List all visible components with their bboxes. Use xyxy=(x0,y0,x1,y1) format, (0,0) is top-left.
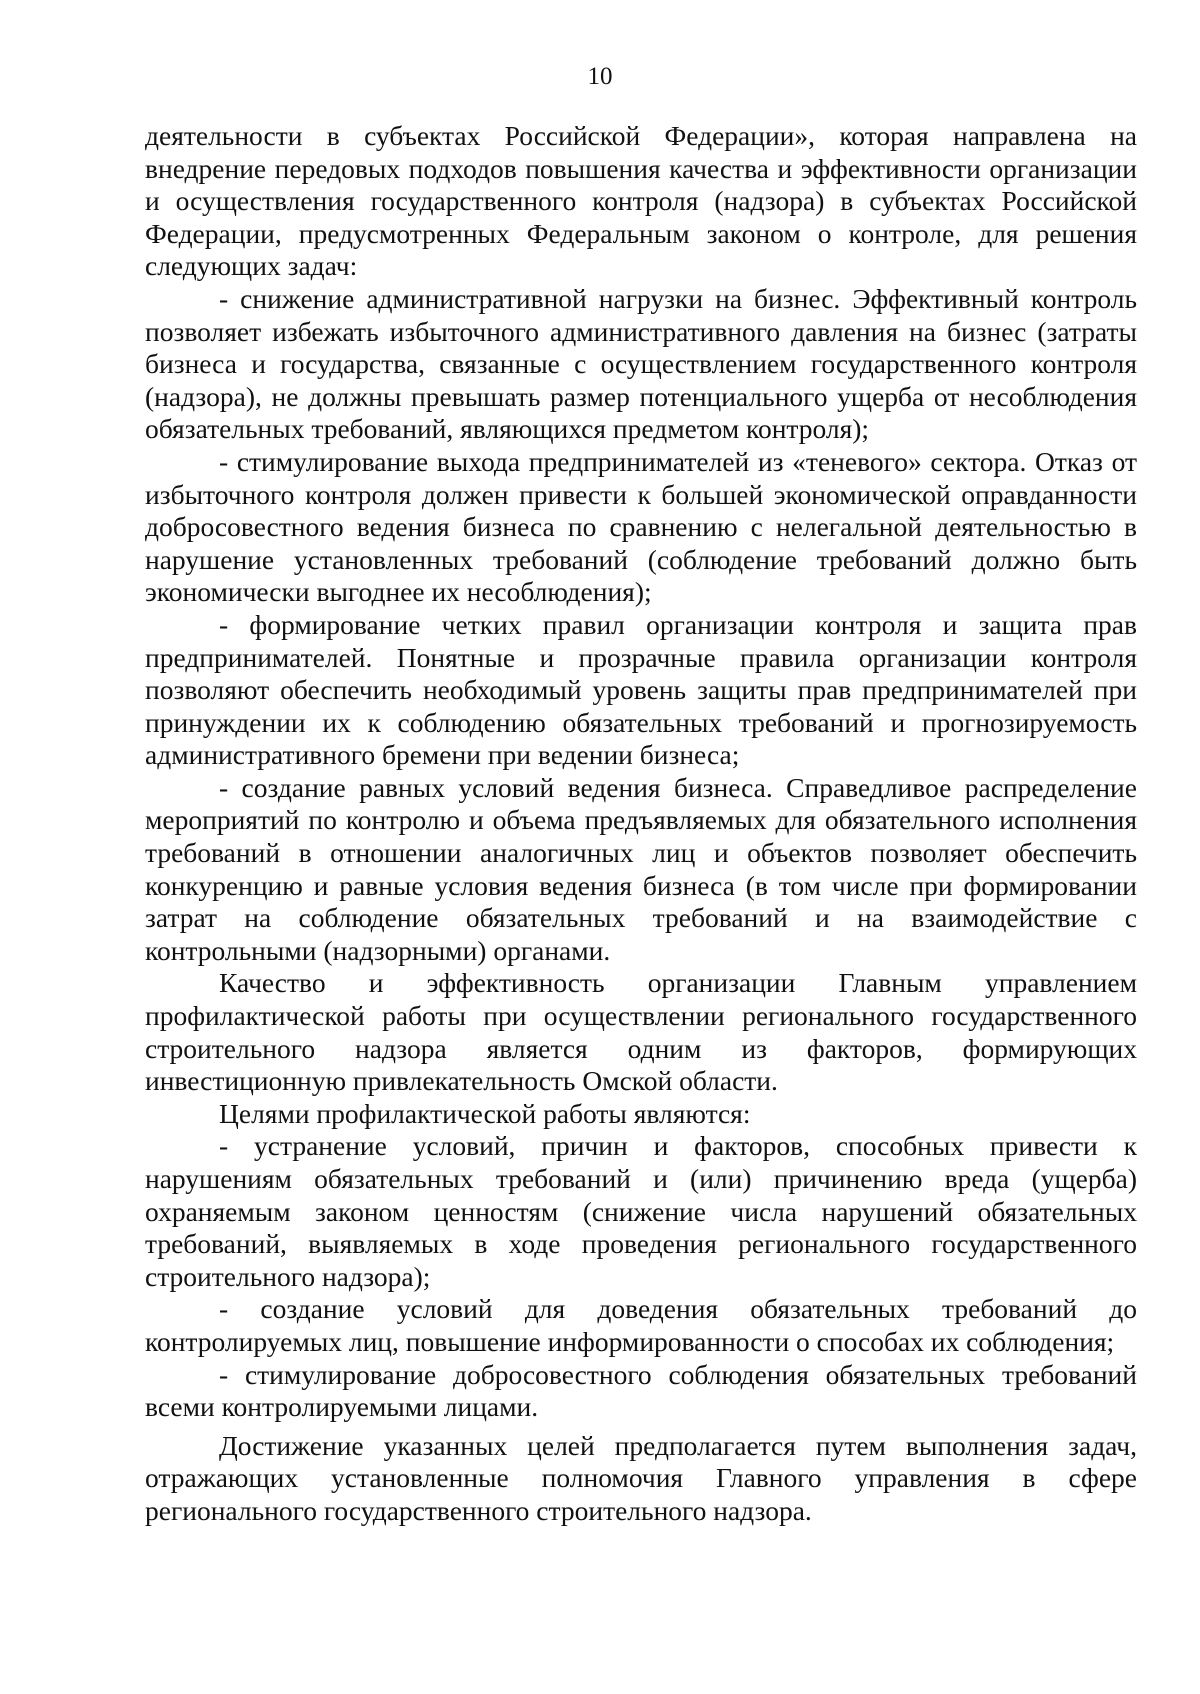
paragraph-task-clear-rules: - формирование четких правил организации контроля и защита прав предпринимателей. Понятные и прозрачные правила организации контроля позволяют обеспечить необходимый уровень защиты прав предпринимателей при принуждении их к соблюдению обязательных требований и прогнозируемость административного бремени при ведении бизнеса; xyxy=(145,608,1137,771)
page-number: 10 xyxy=(587,63,613,90)
paragraph-intro-continuation: деятельности в субъектах Российской Федерации», которая направлена на внедрение передовых подходов повышения качества и эффективности организации и осуществления государственного контроля (надзора) в субъектах Российской Федерации, предусмотренных Федеральным законом о контроле, для решения следующих задач: xyxy=(145,120,1137,282)
paragraph-task-equal-conditions: - создание равных условий ведения бизнеса. Справедливое распределение мероприятий по контролю и объема предъявляемых для обязательного исполнения требований в отношении аналогичных лиц и объектов позволяет обеспечить конкуренцию и равные условия ведения бизнеса (в том числе при формировании затрат на соблюдение обязательных требований и на взаимодействие с контрольными (надзорными) органами. xyxy=(145,771,1137,966)
paragraph-goal-stimulate-compliance: - стимулирование добросовестного соблюдения обязательных требований всеми контролируемыми лицами. xyxy=(145,1358,1137,1423)
document-body xyxy=(145,120,1137,1528)
paragraph-goal-eliminate-conditions: - устранение условий, причин и факторов, способных привести к нарушениям обязательных требований и (или) причинению вреда (ущерба) охраняемым законом ценностям (снижение числа нарушений обязательных требований, выявляемых в ходе проведения регионального государственного строительного надзора); xyxy=(145,1130,1137,1292)
paragraph-goals-heading: Целями профилактической работы являются: xyxy=(219,1097,751,1129)
paragraph-quality-efficiency: Качество и эффективность организации Главным управлением профилактической работы при осуществлении регионального государственного строительного надзора является одним из факторов, формирующих инвестиционную привлекательность Омской области. xyxy=(145,967,1137,1097)
paragraph-goal-communicate-requirements: - создание условий для доведения обязательных требований до контролируемых лиц, повышение информированности о способах их соблюдения; xyxy=(145,1293,1137,1357)
paragraph-task-shadow-sector: - стимулирование выхода предпринимателей из «теневого» сектора. Отказ от избыточного контроля должен привести к большей экономической оправданности добросовестного ведения бизнеса по сравнению с нелегальной деятельностью в нарушение установленных требований (соблюдение требований должно быть экономически выгоднее их несоблюдения); xyxy=(145,445,1137,608)
paragraph-achievement: Достижение указанных целей предполагается путем выполнения задач, отражающих установленные полномочия Главного управления в сфере регионального государственного строительного надзора. xyxy=(145,1429,1137,1526)
paragraph-task-admin-burden: - снижение административной нагрузки на бизнес. Эффективный контроль позволяет избежать избыточного административного давления на бизнес (затраты бизнеса и государства, связанные с осуществлением государственного контроля (надзора), не должны превышать размер потенциального ущерба от несоблюдения обязательных требований, являющихся предметом контроля); xyxy=(145,282,1137,445)
